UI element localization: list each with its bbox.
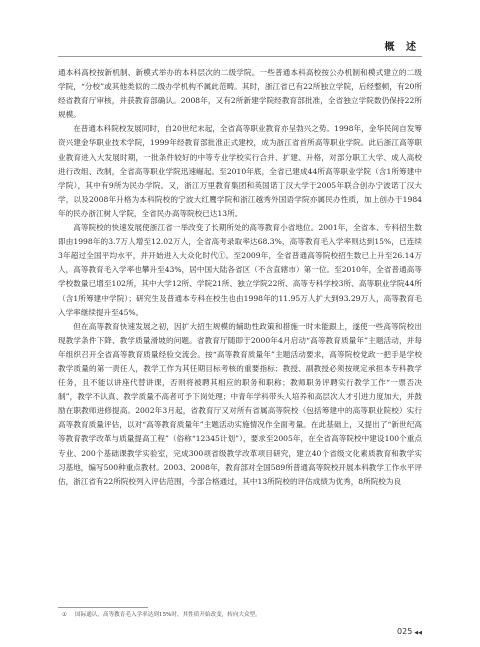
footnote [62, 611, 422, 619]
paragraph-4: 但在高等教育快速发展之初，因扩大招生规模的辅助性政策和措施一时未能跟上，遂使一些高等院校出现教学条件下降、教学质量滑坡的问题。省教育厅随即于2000年4月启动“高等教育质量年”主题活动，并每年组织召开全省高等教育质量经验交流会。按“高等教育质量年”主题活动要求，高等院校党政一把手是学校教学质量的第一责任人，教学工作为其任期目标考核的重要指标；教授、副教授必须按规定承担本专科教学任务，且不能以讲座代替讲课，否则将被聘其相应的职务和职称；教师职务评聘实行教学工作“一票否决制”，教学不认真、教学质量不高者可予下岗处理；中青年学科带头人培养和高层次人才引进力度加大，并鼓励在职教师进修提高。2002年3月起，省教育厅又对所有省属高等院校（包括筹建中的高等职业院校）实行高等教育质量评估，以对“高等教育质量年”主题活动实施情况作全面考量。在此基础上，又提出了“新世纪高等教育教学改革与质量提高工程”（俗称“12345计划”），要求至2005年，在全省高等院校中建设100个重点专业、200个基础课教学实验室，完成300项省级教学改革项目研究，建立40个省级文化素质教育和教学实习基地，编写500种重点教材。2003、2008年，教育部对全国589所普通高等院校开展本科教学工作水平评估，浙江省有22所院校列入评估范围，今部合格通过，其中13所院校的评估成绩为优秀，8所院校为良 [58, 321, 422, 486]
footnote-marker: ① [62, 612, 68, 618]
paragraph-1: 通本科高校按新机制、新模式举办的本科层次的二级学院。一些普通本科高校按公办机制和模式建立的二级学院，“分校”或其他类似的二级办学机构不属此范畴。其时，浙江省已有22所独立学院，后经整顿，有20所经省教育厅审核，并获教育部确认。2008年，又有2所新建学院经教育部批准，全省独立学院数仍保持22所规模。 [58, 68, 422, 120]
page-number: 025 [397, 627, 413, 636]
paragraph-2: 在普通本科院校发展同时，自20世纪末起，全省高等职业教育亦呈勃兴之势。1998年，金华民间自发筹资兴建金华职业技术学院，1999年经教育部批准正式建校，成为浙江省首所高等职业学院。此后浙江高等职业教育进入大发展时期，一批条件较好的中等专业学校实行合并、扩建、升格，对部分职工大学、成人高校进行改组、改制，全省高等职业学院迅速崛起。至2010年底，全省已建成44所高等职业学院（含1所筹建中学院），其中有9所为民办学院。又，浙江万里教育集团和英国诺丁汉大学于2005年联合创办宁波诺丁汉大学，以及2008年升格为本科院校的宁波大红鹰学院和浙江越秀外国语学院亦属民办性质，加上创办于1984年的民办浙江树人学院，全省民办高等院校已达13所。 [58, 124, 422, 218]
header-title: 概 述 [384, 42, 420, 53]
body-text [58, 66, 422, 489]
footnote-rule [58, 607, 148, 608]
page-number-block [397, 627, 422, 636]
header-rule [58, 56, 422, 57]
paragraph-3: 高等院校的快速发展使浙江省一举改变了长期所处的高等教育小省地位。2001年，全省本、专科招生数即由1998年的3.7万人增至12.02万人，全省高考录取率达68.3%，高等教育毛入学率则达到15%，已连续3年超过全国平均水平，并开始进入大众化时代①。至2009年，全省普通高等院校招生数已上升至26.14万人，高等教育毛入学率也攀升至43%，居中国大陆各省区（不含直辖市）第一位。至2010年，全省普通高等学校数量已增至102所，其中大学12所、学院21所、独立学院22所、高等专科学校3所、高等职业学院44所（含1所筹建中学院）；研究生及普通本专科在校生也由1998年的11.95万人扩大到93.29万人，高等教育毛入学率继续提升至45%。 [58, 223, 422, 317]
running-header [58, 38, 422, 52]
footnote-text: 国际通认，高等教育毛入学率达到15%时，其性质开始改变，转向大众型。 [75, 612, 261, 618]
page-marker-icon: ◀◀ [414, 630, 422, 636]
